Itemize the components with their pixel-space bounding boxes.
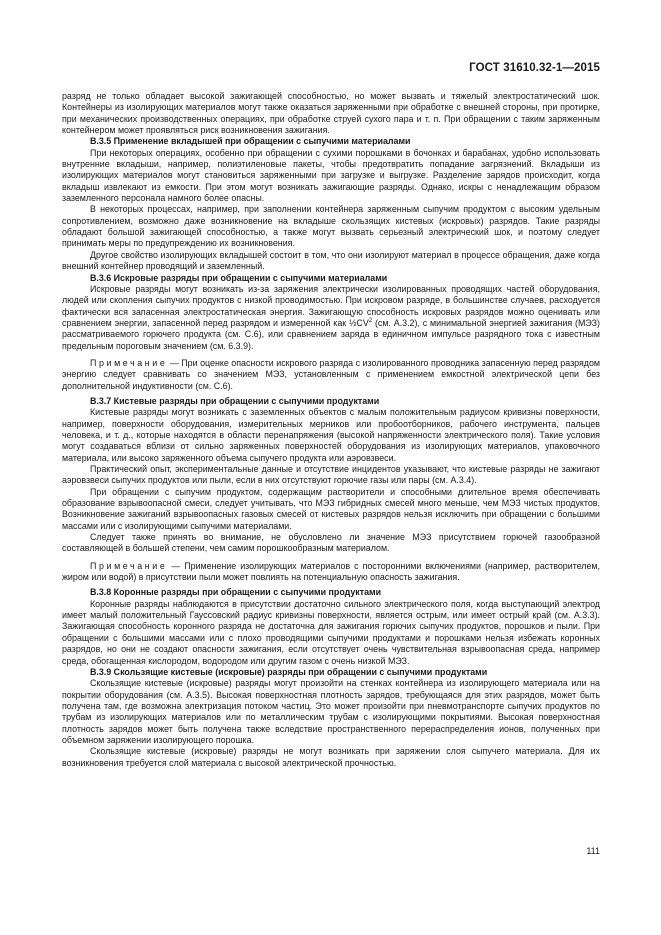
section-heading-b39: В.3.9 Скользящие кистевые (искровые) разряды при обращении с сыпучими продуктами xyxy=(90,666,488,677)
paragraph: Скользящие кистевые (искровые) разряды не могут возникать при заряжении слоя сыпучего материала. Для их возникновения требуется слой материала с высокой электрической прочностью. xyxy=(62,746,600,768)
superscript: 2 xyxy=(368,317,373,324)
paragraph: разряд не только обладает высокой зажигающей способностью, но может вызвать и тяжелый электростатический шок. Контейнеры из изолирующих материалов могут также оказаться заряженными при обработке с внешней стороны, при протирке, при механических производственных операциях, при обработке струей сухого пара и т. п. При обращении с таким заряженным контейнером может проявляться риск возникновения зажигания. xyxy=(62,91,600,136)
section-heading-b35: В.3.5 Применение вкладышей при обращении с сыпучими материалами xyxy=(90,136,411,147)
paragraph: В некоторых процессах, например, при заполнении контейнера заряженным сыпучим продуктом с высоким удельным сопротивлением, возможно даже возникновение на вкладыше скользящих кистевых (искровых) разрядов. Такие разряды обладают большой зажигающей способностью, а также могут вызвать серьезный электрический шок, и поэтому следует принимать меры по предупреждению их возникновения. xyxy=(62,204,600,249)
standard-designation: ГОСТ 31610.32-1—2015 xyxy=(469,62,600,74)
paragraph-text: Искровые разряды могут возникать из-за заряжения электрически изолированных проводящих частей оборудования, людей или скопления сыпучих продуктов с низкой проводимостью. При искровом разряде, в большинстве случаев, расходуется фактически вся запасенная электростатическая энергия. Зажигающую способность искровых разрядов можно оценивать или сравнением энергии, запасенной перед разрядом и измеренной как ½CV xyxy=(62,283,600,328)
paragraph: Следует также принять во внимание, не обусловлено ли значение МЭЗ присутствием горючей газообразной составляющей в большей степени, чем самим порошкообразным материалом. xyxy=(62,532,600,554)
paragraph-text: (см. А.3.2), с минимальной энергией зажигания (МЭЗ) рассматриваемого горючего продукта (см. С.6), или сравнением заряда в единичном импульсе разрядного тока с известным предельным пороговым значением (см. 6.3.9). xyxy=(62,317,600,351)
paragraph: При некоторых операциях, особенно при обращении с сухими порошками в бочонках и барабанах, удобно использовать внутренние вкладыши, например, полиэтиленовые пакеты, чтобы предотвратить попадание загрязнений. Вкладыши из изолирующих материалов могут становиться заряженными при загрузке и выгрузке. Разделение зарядов происходит, когда вкладыш извлекают из емкости. При этом могут возникать зажигающие разряды. Однако, искры с ненадлежащим образом заземленного персонала намного более опасны. xyxy=(62,147,600,204)
paragraph: При обращении с сыпучим продуктом, содержащим растворители и способными длительное время обеспечивать образование взрывоопасной смеси, следует учитывать, что МЭЗ гибридных смесей много меньше, чем МЭЗ чистых продуктов. Возникновение зажиганий взрывоопасных газовых смесей от кистевых разрядов нельзя исключить при обращении с большими массами или с изолирующими сыпучими материалами. xyxy=(62,486,600,531)
paragraph: Практический опыт, экспериментальные данные и отсутствие инцидентов указывают, что кистевые разряды не зажигают аэровзвеси сыпучих продуктов или пыли, если в них отсутствуют горючие газы или пары (см. А.3.4). xyxy=(62,464,600,486)
page-number: 111 xyxy=(586,846,600,856)
note xyxy=(62,561,600,584)
note-text: — При оценке опасности искрового разряда с изолированного проводника запасенную перед разрядом энергию следует сравнивать со значением МЭЗ, установленным с применением емкостной электрической цепи без дополнительной индуктивности (см. С.6). xyxy=(62,357,600,391)
paragraph: Коронные разряды наблюдаются в присутствии достаточно сильного электрического поля, когда выступающий электрод имеет малый положительный Гауссовский радиус кривизны поверхности, является острым, или имеет острый край (см. А.3.3). Зажигающая способность коронного разряда не достаточна для зажигания горючих сыпучих продуктов, порошков и пыли. При обращении с большими массами или с плохо проводящими сыпучими продуктами и порошками нельзя избежать коронных разрядов, но они не создают опасности зажигания, если отсутствует очень чувствительная взрывоопасная среда, например среда, обогащенная кислородом, водородом или другим газом с очень низкой МЭЗ. xyxy=(62,598,600,666)
document-body xyxy=(62,91,600,769)
note xyxy=(62,358,600,392)
note-label: Примечание xyxy=(90,357,168,368)
paragraph: Скользящие кистевые (искровые) разряды могут произойти на стенках контейнера из изолирующего материала или на покрытии оборудования (см. А.3.5). Высокая поверхностная плотность зарядов, требующаяся для этих разрядов, может быть получена там, где возможна электризация потоком частиц. Это может произойти при пневмотранспорте сыпучих продуктов по трубам из изолирующих материалов или по металлическим трубам с изолирующими покрытиями. Высокая поверхностная плотность зарядов может быть получена также вследствие пространственного перераспределения ионов, полученных при объемном заряжении изолирующего порошка. xyxy=(62,678,600,745)
paragraph xyxy=(62,284,600,352)
section-heading-b38: В.3.8 Коронные разряды при обращении с сыпучими продуктами xyxy=(90,587,382,598)
note-text: — Применение изолирующих материалов с посторонними включениями (например, растворителем, жиром или водой) в присутствии пыли может повлиять на потенциальную опасность зажигания. xyxy=(62,560,600,583)
section-heading-b37: В.3.7 Кистевые разряды при обращении с сыпучими продуктами xyxy=(90,395,380,406)
paragraph: Другое свойство изолирующих вкладышей состоит в том, что они изолируют материал в процессе обращения, даже когда внешний контейнер проводящий и заземленный. xyxy=(62,249,600,272)
paragraph: Кистевые разряды могут возникать с заземленных объектов с малым положительным радиусом кривизны поверхности, например, поверхности оборудования, измерительных мерников или пробоотборников, рабочего инструмента, пальцев человека, и т. д., которые находятся в области перенапряжения (высокой напряженности электрического поля). Такие условия могут создаваться вблизи от сильно заряженных поверхностей оборудования из изолирующих материалов, упаковочного материала, или высоко заряженного объема сыпучего продукта или аэровзвеси. xyxy=(62,407,600,463)
note-label: Примечание xyxy=(90,560,168,571)
section-heading-b36: В.3.6 Искровые разряды при обращении с сыпучими материалами xyxy=(90,272,388,283)
